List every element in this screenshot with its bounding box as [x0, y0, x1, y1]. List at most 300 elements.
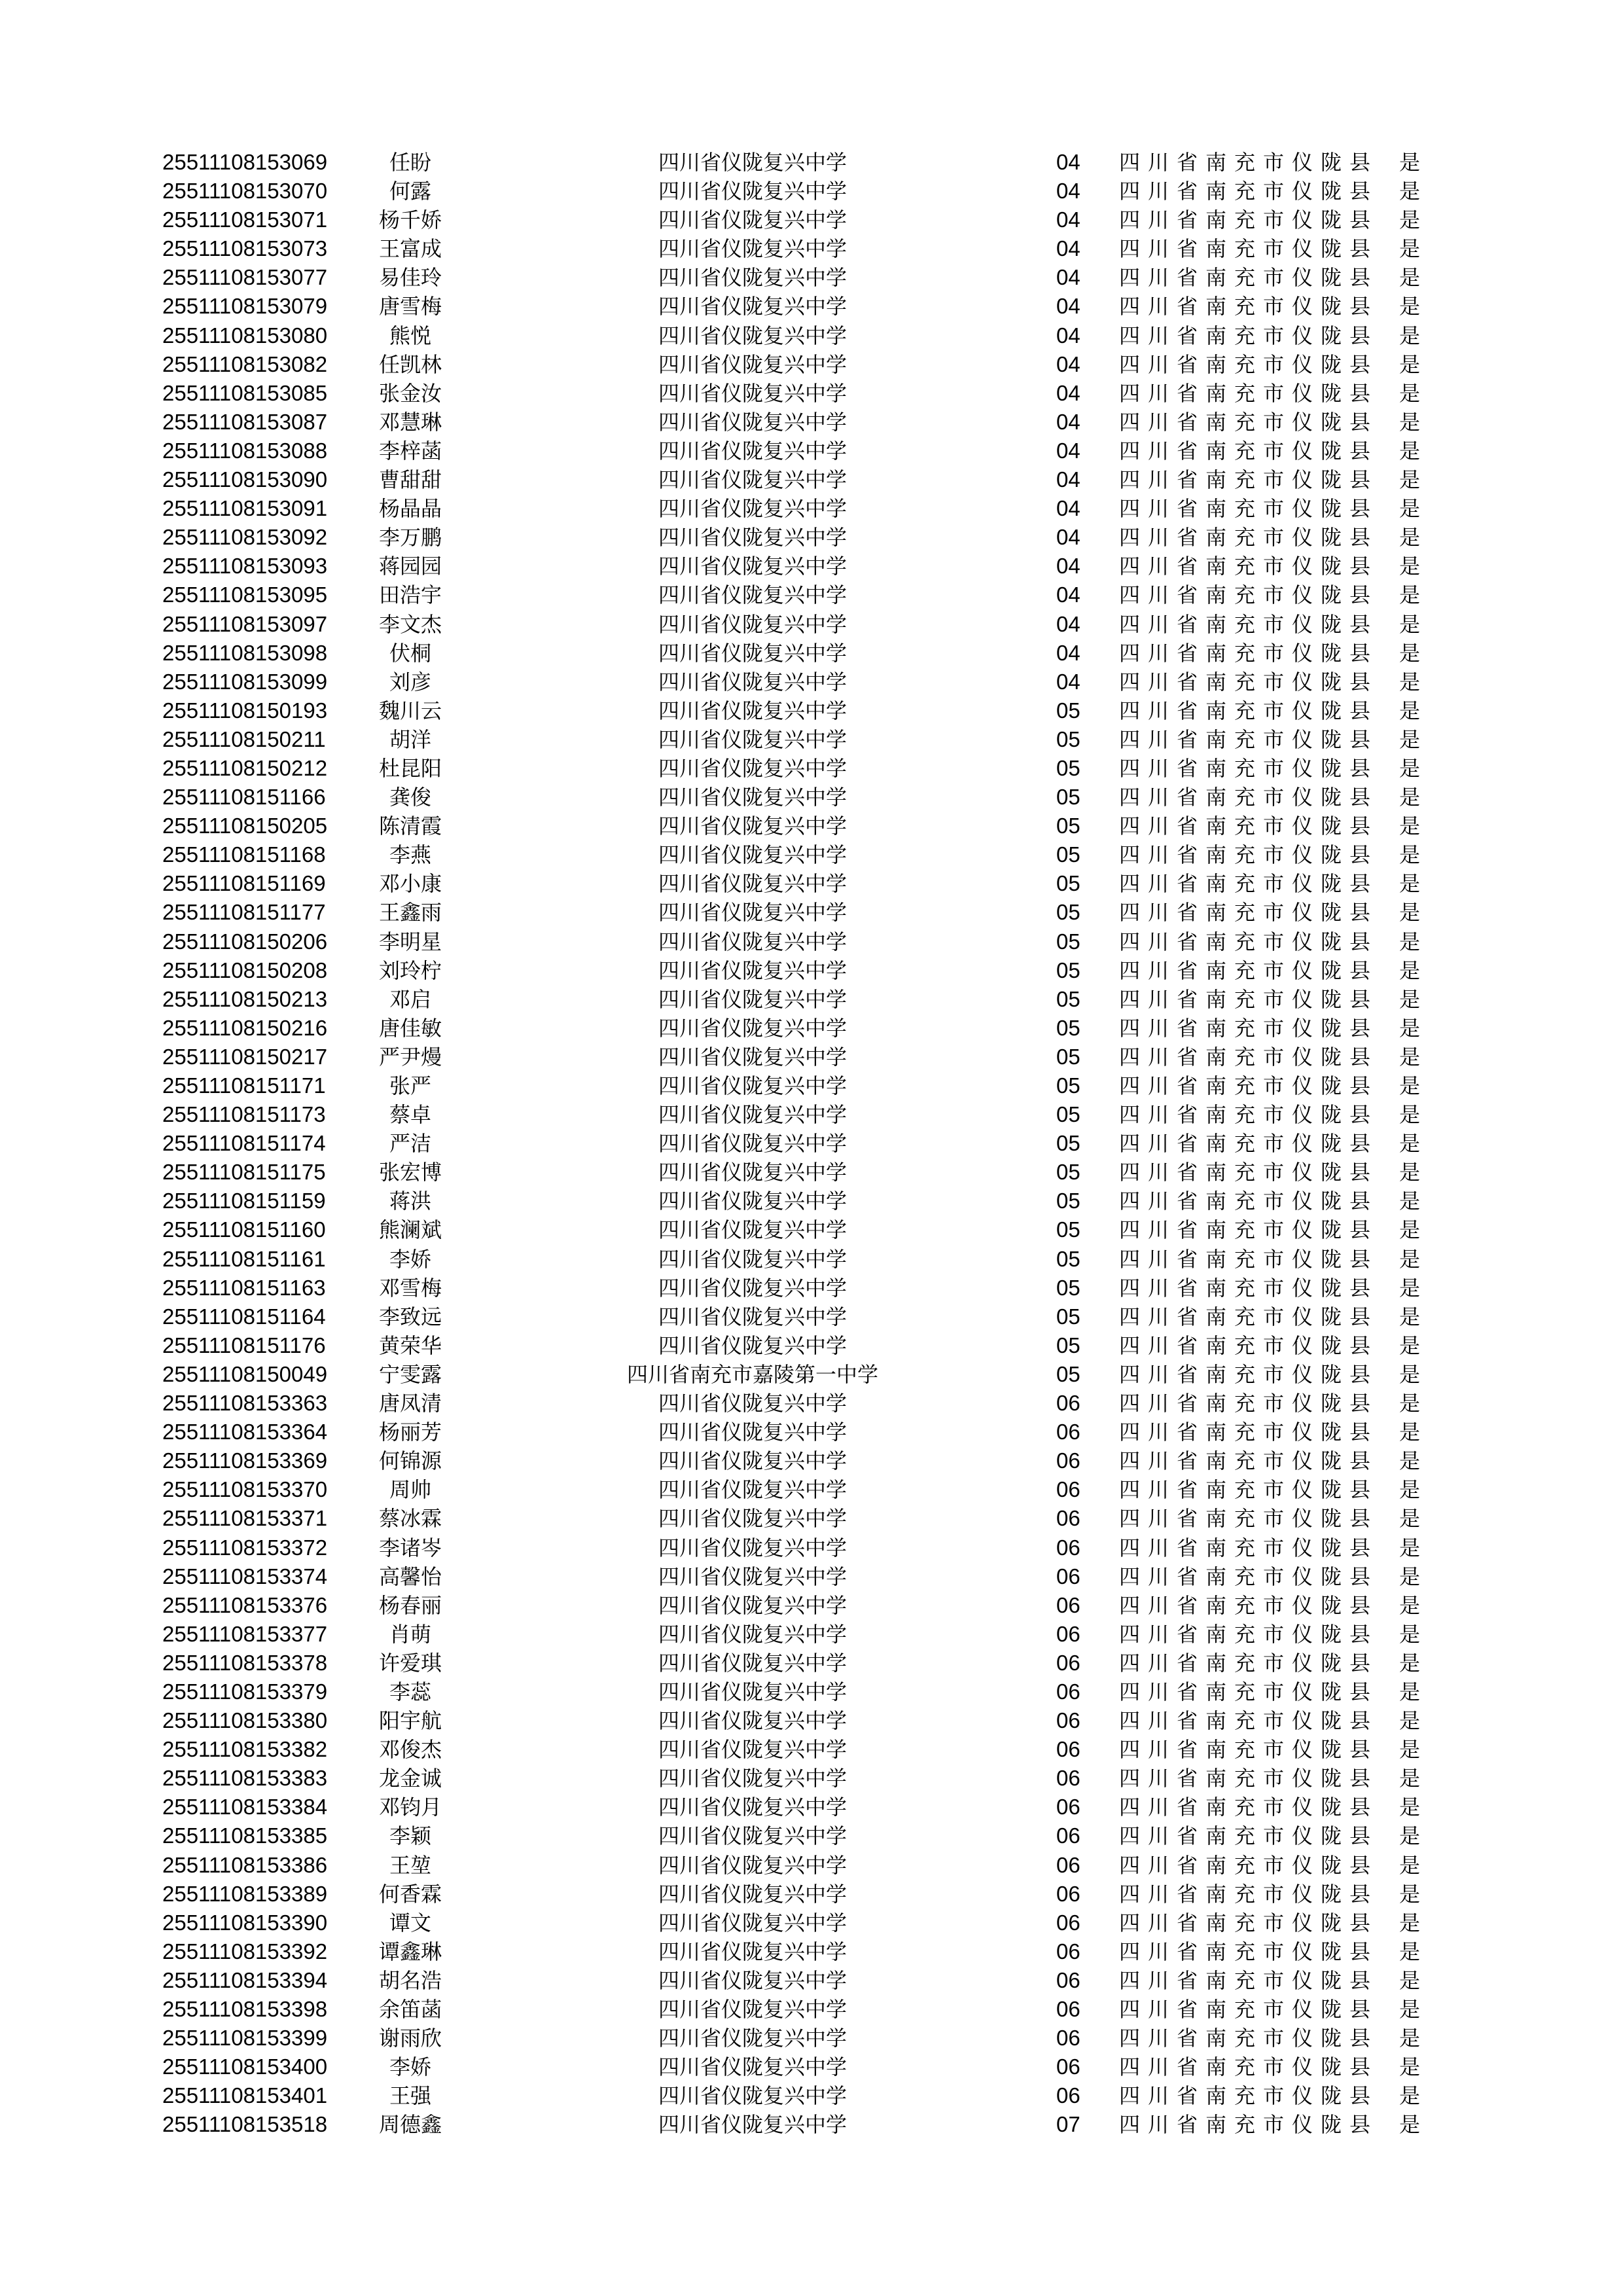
table-row [0, 1360, 1623, 1389]
student-id: 25511108153390 [162, 1910, 328, 1935]
student-id: 25511108153073 [162, 236, 328, 261]
student-id: 25511108151160 [162, 1217, 326, 1242]
class-number: 06 [1056, 2054, 1080, 2079]
eligibility-flag: 是 [1399, 265, 1421, 291]
student-name: 杨晶晶 [378, 496, 442, 522]
table-row [0, 1966, 1623, 1995]
eligibility-flag: 是 [1399, 409, 1421, 435]
region: 四川省南充市仪陇县 [1119, 2083, 1379, 2109]
region: 四川省南充市仪陇县 [1119, 554, 1379, 579]
class-number: 06 [1056, 1881, 1080, 1906]
student-id: 25511108150049 [162, 1361, 328, 1386]
eligibility-flag: 是 [1399, 1448, 1421, 1474]
student-id: 25511108151175 [162, 1160, 326, 1185]
region: 四川省南充市仪陇县 [1119, 900, 1379, 925]
table-row [0, 1215, 1623, 1244]
class-number: 05 [1056, 929, 1080, 954]
school-name: 四川省仪陇复兴中学 [658, 207, 847, 233]
school-name: 四川省仪陇复兴中学 [658, 1766, 847, 1791]
student-id: 25511108153383 [162, 1766, 328, 1791]
table-row [0, 1821, 1623, 1850]
school-name: 四川省仪陇复兴中学 [658, 1823, 847, 1849]
school-name: 四川省仪陇复兴中学 [658, 726, 847, 752]
eligibility-flag: 是 [1399, 1650, 1421, 1676]
table-row [0, 148, 1623, 177]
student-name: 李明星 [378, 929, 442, 954]
school-name: 四川省仪陇复兴中学 [658, 1997, 847, 2022]
student-id: 25511108153376 [162, 1592, 328, 1617]
student-name: 蔡卓 [389, 1102, 431, 1128]
student-name: 严洁 [389, 1131, 431, 1157]
class-number: 04 [1056, 611, 1080, 636]
class-number: 05 [1056, 871, 1080, 896]
student-name: 王强 [389, 2083, 431, 2109]
region: 四川省南充市仪陇县 [1119, 583, 1379, 608]
school-name: 四川省仪陇复兴中学 [658, 755, 847, 781]
student-name: 王鑫雨 [378, 900, 442, 925]
region: 四川省南充市仪陇县 [1119, 640, 1379, 666]
school-name: 四川省仪陇复兴中学 [658, 467, 847, 493]
class-number: 04 [1056, 438, 1080, 463]
school-name: 四川省仪陇复兴中学 [658, 438, 847, 463]
student-name: 许爱琪 [378, 1650, 442, 1676]
school-name: 四川省仪陇复兴中学 [658, 236, 847, 262]
student-id: 25511108150205 [162, 814, 328, 838]
student-id: 25511108153399 [162, 2026, 328, 2051]
eligibility-flag: 是 [1399, 323, 1421, 348]
table-row [0, 1562, 1623, 1591]
table-row [0, 1735, 1623, 1764]
eligibility-flag: 是 [1399, 1910, 1421, 1935]
region: 四川省南充市仪陇县 [1119, 525, 1379, 550]
class-number: 05 [1056, 1304, 1080, 1329]
student-id: 25511108153385 [162, 1823, 328, 1848]
table-row [0, 292, 1623, 321]
student-name: 胡名浩 [378, 1967, 442, 1993]
student-name: 杨春丽 [378, 1592, 442, 1618]
student-id: 25511108153371 [162, 1506, 328, 1531]
student-id: 25511108153400 [162, 2054, 328, 2079]
table-row [0, 206, 1623, 234]
class-number: 04 [1056, 294, 1080, 319]
class-number: 06 [1056, 1621, 1080, 1646]
student-id: 25511108153374 [162, 1564, 328, 1588]
table-row [0, 234, 1623, 263]
eligibility-flag: 是 [1399, 1477, 1421, 1503]
class-number: 06 [1056, 1391, 1080, 1416]
eligibility-flag: 是 [1399, 1881, 1421, 1907]
table-row [0, 1245, 1623, 1274]
class-number: 04 [1056, 640, 1080, 665]
eligibility-flag: 是 [1399, 583, 1421, 608]
student-id: 25511108153097 [162, 611, 328, 636]
region: 四川省南充市仪陇县 [1119, 1823, 1379, 1849]
student-id: 25511108153392 [162, 1939, 328, 1964]
table-row [0, 668, 1623, 696]
student-id: 25511108153087 [162, 409, 328, 434]
table-row [0, 985, 1623, 1014]
school-name: 四川省仪陇复兴中学 [658, 554, 847, 579]
region: 四川省南充市仪陇县 [1119, 1217, 1379, 1243]
table-row [0, 1620, 1623, 1649]
student-name: 张金汝 [378, 380, 442, 406]
school-name: 四川省仪陇复兴中学 [658, 1131, 847, 1157]
class-number: 06 [1056, 1650, 1080, 1675]
table-row [0, 1677, 1623, 1706]
school-name: 四川省仪陇复兴中学 [658, 1015, 847, 1041]
student-id: 25511108153384 [162, 1795, 328, 1820]
student-id: 25511108153518 [162, 2112, 328, 2137]
region: 四川省南充市仪陇县 [1119, 726, 1379, 752]
student-id: 25511108153380 [162, 1708, 328, 1733]
school-name: 四川省仪陇复兴中学 [658, 871, 847, 897]
student-id: 25511108153077 [162, 265, 328, 290]
region: 四川省南充市仪陇县 [1119, 1015, 1379, 1041]
school-name: 四川省仪陇复兴中学 [658, 323, 847, 348]
eligibility-flag: 是 [1399, 2083, 1421, 2109]
region: 四川省南充市仪陇县 [1119, 1766, 1379, 1791]
table-row [0, 2024, 1623, 2053]
region: 四川省南充市仪陇县 [1119, 1044, 1379, 1069]
student-name: 蒋园园 [378, 554, 442, 579]
region: 四川省南充市仪陇县 [1119, 2054, 1379, 2080]
table-row [0, 1793, 1623, 1821]
eligibility-flag: 是 [1399, 1592, 1421, 1618]
school-name: 四川省仪陇复兴中学 [658, 1910, 847, 1935]
region: 四川省南充市仪陇县 [1119, 1506, 1379, 1532]
region: 四川省南充市仪陇县 [1119, 1160, 1379, 1185]
student-name: 邓俊杰 [378, 1737, 442, 1763]
class-number: 05 [1056, 1073, 1080, 1098]
student-list-table [0, 148, 1623, 2139]
region: 四川省南充市仪陇县 [1119, 986, 1379, 1012]
region: 四川省南充市仪陇县 [1119, 351, 1379, 377]
student-name: 任盼 [389, 150, 431, 175]
class-number: 05 [1056, 755, 1080, 780]
region: 四川省南充市仪陇县 [1119, 265, 1379, 291]
student-name: 谭文 [389, 1910, 431, 1935]
student-name: 邓钧月 [378, 1795, 442, 1820]
student-id: 25511108151177 [162, 900, 326, 925]
eligibility-flag: 是 [1399, 351, 1421, 377]
eligibility-flag: 是 [1399, 525, 1421, 550]
school-name: 四川省仪陇复兴中学 [658, 1420, 847, 1445]
region: 四川省南充市仪陇县 [1119, 1131, 1379, 1157]
region: 四川省南充市仪陇县 [1119, 1967, 1379, 1993]
student-name: 阳宇航 [378, 1708, 442, 1734]
table-row [0, 379, 1623, 408]
student-name: 何锦源 [378, 1448, 442, 1474]
student-id: 25511108151164 [162, 1304, 326, 1329]
class-number: 06 [1056, 1679, 1080, 1704]
school-name: 四川省仪陇复兴中学 [658, 265, 847, 291]
student-id: 25511108153079 [162, 294, 328, 319]
student-name: 唐凤清 [378, 1391, 442, 1416]
region: 四川省南充市仪陇县 [1119, 814, 1379, 839]
class-number: 06 [1056, 1852, 1080, 1877]
student-name: 王富成 [378, 236, 442, 262]
class-number: 05 [1056, 1217, 1080, 1242]
school-name: 四川省仪陇复兴中学 [658, 1073, 847, 1098]
class-number: 06 [1056, 2026, 1080, 2051]
table-row [0, 1331, 1623, 1360]
student-name: 田浩宇 [378, 583, 442, 608]
region: 四川省南充市仪陇县 [1119, 2112, 1379, 2138]
school-name: 四川省仪陇复兴中学 [658, 669, 847, 694]
school-name: 四川省仪陇复兴中学 [658, 1795, 847, 1820]
table-row [0, 523, 1623, 552]
eligibility-flag: 是 [1399, 1766, 1421, 1791]
table-row [0, 1475, 1623, 1504]
student-id: 25511108150193 [162, 698, 328, 723]
class-number: 04 [1056, 351, 1080, 376]
student-id: 25511108153382 [162, 1737, 328, 1762]
eligibility-flag: 是 [1399, 698, 1421, 723]
eligibility-flag: 是 [1399, 986, 1421, 1012]
student-name: 李娇 [389, 2054, 431, 2080]
school-name: 四川省仪陇复兴中学 [658, 583, 847, 608]
student-name: 李万鹏 [378, 525, 442, 550]
student-name: 李文杰 [378, 611, 442, 637]
class-number: 07 [1056, 2112, 1080, 2137]
eligibility-flag: 是 [1399, 179, 1421, 204]
school-name: 四川省仪陇复兴中学 [658, 640, 847, 666]
eligibility-flag: 是 [1399, 2112, 1421, 2138]
class-number: 06 [1056, 1967, 1080, 1992]
school-name: 四川省仪陇复兴中学 [658, 842, 847, 868]
class-number: 06 [1056, 2083, 1080, 2108]
eligibility-flag: 是 [1399, 467, 1421, 493]
student-name: 张严 [389, 1073, 431, 1098]
eligibility-flag: 是 [1399, 1391, 1421, 1416]
table-row [0, 1071, 1623, 1100]
school-name: 四川省仪陇复兴中学 [658, 409, 847, 435]
class-number: 04 [1056, 236, 1080, 261]
eligibility-flag: 是 [1399, 1073, 1421, 1098]
student-name: 龚俊 [389, 785, 431, 810]
class-number: 06 [1056, 1506, 1080, 1531]
region: 四川省南充市仪陇县 [1119, 1102, 1379, 1128]
region: 四川省南充市仪陇县 [1119, 496, 1379, 522]
eligibility-flag: 是 [1399, 1420, 1421, 1445]
student-id: 25511108153080 [162, 323, 328, 348]
school-name: 四川省仪陇复兴中学 [658, 1535, 847, 1560]
region: 四川省南充市仪陇县 [1119, 380, 1379, 406]
table-row [0, 1418, 1623, 1446]
student-name: 唐雪梅 [378, 294, 442, 319]
region: 四川省南充市仪陇县 [1119, 323, 1379, 348]
region: 四川省南充市仪陇县 [1119, 1564, 1379, 1589]
eligibility-flag: 是 [1399, 1304, 1421, 1329]
eligibility-flag: 是 [1399, 785, 1421, 810]
table-row [0, 2110, 1623, 2139]
student-id: 25511108150206 [162, 929, 328, 954]
eligibility-flag: 是 [1399, 1506, 1421, 1532]
school-name: 四川省仪陇复兴中学 [658, 1044, 847, 1069]
school-name: 四川省仪陇复兴中学 [658, 1506, 847, 1532]
eligibility-flag: 是 [1399, 1160, 1421, 1185]
table-row [0, 1880, 1623, 1909]
student-name: 邓慧琳 [378, 409, 442, 435]
eligibility-flag: 是 [1399, 380, 1421, 406]
eligibility-flag: 是 [1399, 611, 1421, 637]
region: 四川省南充市仪陇县 [1119, 871, 1379, 897]
eligibility-flag: 是 [1399, 1564, 1421, 1589]
table-row [0, 465, 1623, 494]
school-name: 四川省仪陇复兴中学 [658, 611, 847, 637]
class-number: 04 [1056, 525, 1080, 550]
table-row [0, 927, 1623, 956]
region: 四川省南充市仪陇县 [1119, 842, 1379, 868]
region: 四川省南充市仪陇县 [1119, 438, 1379, 463]
school-name: 四川省仪陇复兴中学 [658, 1160, 847, 1185]
table-row [0, 581, 1623, 609]
eligibility-flag: 是 [1399, 900, 1421, 925]
class-number: 04 [1056, 467, 1080, 492]
student-name: 邓小康 [378, 871, 442, 897]
class-number: 06 [1056, 1939, 1080, 1964]
eligibility-flag: 是 [1399, 438, 1421, 463]
class-number: 06 [1056, 1477, 1080, 1502]
region: 四川省南充市仪陇县 [1119, 1737, 1379, 1763]
eligibility-flag: 是 [1399, 1823, 1421, 1849]
eligibility-flag: 是 [1399, 1939, 1421, 1964]
school-name: 四川省仪陇复兴中学 [658, 929, 847, 954]
student-id: 25511108153091 [162, 496, 328, 521]
class-number: 06 [1056, 1823, 1080, 1848]
student-id: 25511108151173 [162, 1102, 326, 1127]
student-name: 熊悦 [389, 323, 431, 348]
school-name: 四川省仪陇复兴中学 [658, 900, 847, 925]
class-number: 06 [1056, 1737, 1080, 1762]
eligibility-flag: 是 [1399, 958, 1421, 983]
region: 四川省南充市仪陇县 [1119, 1304, 1379, 1329]
school-name: 四川省仪陇复兴中学 [658, 1477, 847, 1503]
region: 四川省南充市仪陇县 [1119, 1679, 1379, 1704]
table-row [0, 1014, 1623, 1043]
eligibility-flag: 是 [1399, 929, 1421, 954]
eligibility-flag: 是 [1399, 1217, 1421, 1243]
class-number: 05 [1056, 785, 1080, 810]
region: 四川省南充市仪陇县 [1119, 958, 1379, 983]
school-name: 四川省仪陇复兴中学 [658, 1564, 847, 1589]
class-number: 06 [1056, 1564, 1080, 1588]
region: 四川省南充市仪陇县 [1119, 207, 1379, 233]
region: 四川省南充市仪陇县 [1119, 150, 1379, 175]
student-id: 25511108153071 [162, 207, 328, 232]
student-name: 余笛菡 [378, 1997, 442, 2022]
region: 四川省南充市仪陇县 [1119, 1910, 1379, 1935]
school-name: 四川省仪陇复兴中学 [658, 1592, 847, 1618]
school-name: 四川省仪陇复兴中学 [658, 1189, 847, 1214]
school-name: 四川省仪陇复兴中学 [658, 294, 847, 319]
region: 四川省南充市仪陇县 [1119, 467, 1379, 493]
student-id: 25511108153085 [162, 380, 328, 405]
student-name: 胡洋 [389, 726, 431, 752]
table-row [0, 408, 1623, 437]
table-row [0, 898, 1623, 927]
class-number: 06 [1056, 1592, 1080, 1617]
student-id: 25511108153389 [162, 1881, 328, 1906]
region: 四川省南充市仪陇县 [1119, 236, 1379, 262]
region: 四川省南充市仪陇县 [1119, 1391, 1379, 1416]
school-name: 四川省仪陇复兴中学 [658, 1333, 847, 1358]
student-id: 25511108153372 [162, 1535, 328, 1560]
eligibility-flag: 是 [1399, 294, 1421, 319]
eligibility-flag: 是 [1399, 1967, 1421, 1993]
table-row [0, 1649, 1623, 1677]
school-name: 四川省仪陇复兴中学 [658, 2026, 847, 2051]
table-row [0, 1995, 1623, 2024]
student-id: 25511108150217 [162, 1044, 328, 1069]
class-number: 05 [1056, 1333, 1080, 1357]
school-name: 四川省仪陇复兴中学 [658, 1737, 847, 1763]
student-id: 25511108153092 [162, 525, 328, 550]
table-row [0, 263, 1623, 292]
table-row [0, 1158, 1623, 1187]
school-name: 四川省仪陇复兴中学 [658, 179, 847, 204]
class-number: 04 [1056, 179, 1080, 204]
student-id: 25511108153369 [162, 1448, 328, 1473]
eligibility-flag: 是 [1399, 871, 1421, 897]
student-name: 曹甜甜 [378, 467, 442, 493]
eligibility-flag: 是 [1399, 1333, 1421, 1358]
school-name: 四川省仪陇复兴中学 [658, 1102, 847, 1128]
class-number: 04 [1056, 323, 1080, 348]
student-id: 25511108150216 [162, 1015, 328, 1040]
eligibility-flag: 是 [1399, 1535, 1421, 1560]
class-number: 06 [1056, 1795, 1080, 1820]
student-id: 25511108151163 [162, 1275, 326, 1300]
class-number: 05 [1056, 1189, 1080, 1213]
student-name: 李致远 [378, 1304, 442, 1329]
class-number: 04 [1056, 380, 1080, 405]
eligibility-flag: 是 [1399, 1102, 1421, 1128]
region: 四川省南充市仪陇县 [1119, 1073, 1379, 1098]
student-name: 杨丽芳 [378, 1420, 442, 1445]
class-number: 04 [1056, 265, 1080, 290]
student-name: 肖萌 [389, 1621, 431, 1647]
student-name: 刘彦 [389, 669, 431, 694]
student-id: 25511108150213 [162, 986, 328, 1011]
school-name: 四川省仪陇复兴中学 [658, 380, 847, 406]
region: 四川省南充市仪陇县 [1119, 1333, 1379, 1358]
table-row [0, 177, 1623, 206]
student-id: 25511108151171 [162, 1073, 326, 1098]
student-name: 李梓菡 [378, 438, 442, 463]
region: 四川省南充市仪陇县 [1119, 755, 1379, 781]
region: 四川省南充市仪陇县 [1119, 1189, 1379, 1214]
school-name: 四川省仪陇复兴中学 [658, 496, 847, 522]
student-name: 宁雯露 [378, 1361, 442, 1387]
class-number: 05 [1056, 1246, 1080, 1271]
class-number: 05 [1056, 1044, 1080, 1069]
class-number: 04 [1056, 583, 1080, 607]
table-row [0, 1187, 1623, 1215]
school-name: 四川省仪陇复兴中学 [658, 1852, 847, 1878]
student-name: 伏桐 [389, 640, 431, 666]
student-id: 25511108150212 [162, 755, 328, 780]
school-name: 四川省仪陇复兴中学 [658, 785, 847, 810]
eligibility-flag: 是 [1399, 496, 1421, 522]
eligibility-flag: 是 [1399, 1275, 1421, 1300]
table-row [0, 1504, 1623, 1533]
region: 四川省南充市仪陇县 [1119, 1881, 1379, 1907]
region: 四川省南充市仪陇县 [1119, 1997, 1379, 2022]
eligibility-flag: 是 [1399, 1621, 1421, 1647]
class-number: 06 [1056, 1420, 1080, 1444]
class-number: 06 [1056, 1535, 1080, 1560]
